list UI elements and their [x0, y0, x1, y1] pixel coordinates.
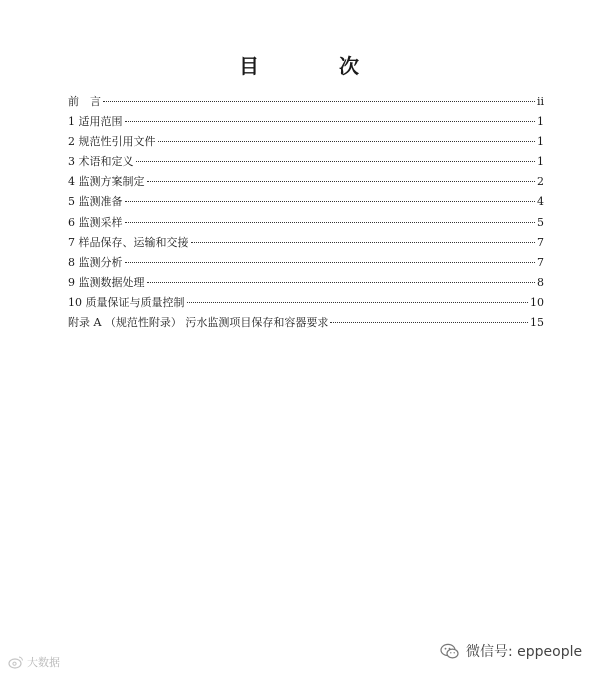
toc-entry-label: 6 监测采样 [68, 215, 123, 229]
toc-entry-label: 8 监测分析 [68, 255, 123, 269]
toc-entry-label: 4 监测方案制定 [68, 175, 145, 189]
toc-entry-label: 5 监测准备 [68, 195, 123, 209]
toc-entry-label: 9 监测数据处理 [68, 275, 145, 289]
toc-entry[interactable] [68, 233, 544, 253]
weibo-logo-icon [8, 655, 24, 669]
toc-entry-label: 1 适用范围 [68, 115, 123, 129]
toc-dot-leader [125, 201, 536, 202]
toc-entry[interactable] [68, 313, 544, 333]
toc-entry-label: 2 规范性引用文件 [68, 135, 156, 149]
toc-entry[interactable] [68, 253, 544, 273]
toc-entry-label: 前 言 [68, 95, 101, 108]
toc-entry[interactable] [68, 172, 544, 192]
wechat-logo-icon [440, 643, 460, 660]
toc-entry-page-number: 7 [537, 235, 544, 249]
toc-entry-page-number: 7 [537, 255, 544, 269]
toc-entry[interactable] [68, 132, 544, 152]
toc-entry[interactable] [68, 152, 544, 172]
toc-entry[interactable] [68, 92, 544, 112]
toc-title: 目 次 [239, 54, 389, 78]
table-of-contents [68, 92, 544, 333]
toc-entry[interactable] [68, 273, 544, 293]
watermark-right [440, 641, 582, 661]
toc-dot-leader [191, 242, 536, 243]
watermark-right-text: 微信号: eppeople [466, 644, 583, 660]
toc-entry[interactable] [68, 112, 544, 132]
toc-entry-label: 10 质量保证与质量控制 [68, 295, 185, 309]
toc-entry-page-number: 15 [530, 316, 544, 330]
toc-entry[interactable] [68, 213, 544, 233]
toc-entry[interactable] [68, 293, 544, 313]
toc-dot-leader [187, 302, 529, 303]
toc-dot-leader [103, 101, 535, 102]
toc-dot-leader [158, 141, 536, 142]
toc-dot-leader [147, 282, 536, 283]
toc-dot-leader [147, 181, 536, 182]
toc-entry-page-number: 4 [537, 195, 544, 209]
toc-entry-label: 7 样品保存、运输和交接 [68, 235, 189, 249]
toc-entry-page-number: 1 [537, 115, 544, 129]
toc-entry-page-number: 1 [537, 155, 544, 169]
toc-entry-page-number: 1 [537, 135, 544, 149]
toc-entry-page-number: 2 [537, 175, 544, 189]
toc-entry-page-number: 8 [537, 275, 544, 289]
toc-entry-label: 附录 A （规范性附录） 污水监测项目保存和容器要求 [68, 316, 329, 330]
toc-entry-page-number: ii [536, 95, 544, 108]
toc-dot-leader [330, 322, 528, 323]
toc-dot-leader [136, 161, 536, 162]
toc-dot-leader [125, 121, 536, 122]
toc-dot-leader [125, 262, 536, 263]
watermark-left-text: 大数据 [27, 656, 60, 669]
toc-entry-page-number: 10 [530, 295, 544, 309]
watermark-left [8, 654, 60, 670]
toc-dot-leader [125, 222, 536, 223]
toc-entry-label: 3 术语和定义 [68, 155, 134, 169]
toc-entry[interactable] [68, 192, 544, 212]
toc-entry-page-number: 5 [537, 215, 544, 229]
